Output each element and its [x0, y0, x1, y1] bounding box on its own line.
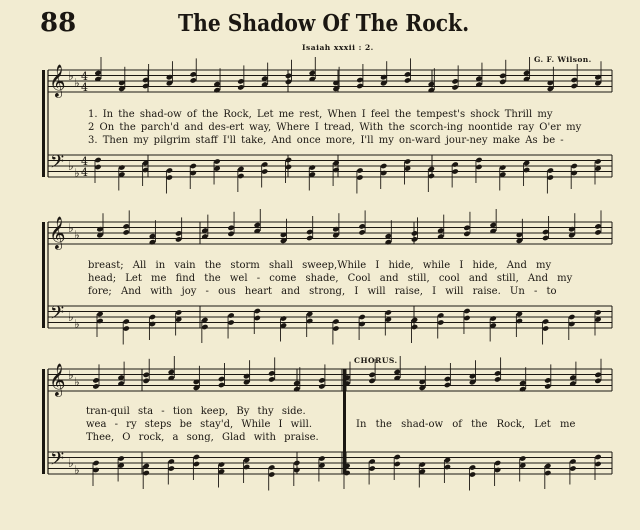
system-brace [42, 222, 45, 328]
time-signature: 4 [81, 81, 88, 94]
lyric-line: breast; All in vain the storm shall sweep,While I hide, while I hide, And my [88, 260, 552, 271]
flat-sign: ♭ [74, 166, 80, 180]
scripture-reference: Isaiah xxxii : 2. [302, 43, 374, 52]
double-bar [343, 369, 346, 474]
composer-credit: G. F. Wilson. [534, 55, 592, 64]
flat-sign: ♭ [68, 310, 74, 324]
bass-clef: 𝄢 [50, 303, 65, 328]
bass-clef: 𝄢 [50, 449, 65, 474]
chorus-lyric-line: In the shad-ow of the Rock, Let me [356, 419, 576, 430]
treble-clef: 𝄞 [49, 363, 66, 396]
time-signature: 4 [81, 166, 88, 179]
treble-clef: 𝄞 [49, 64, 66, 97]
lyric-line: tran-quil sta - tion keep, By thy side. [86, 406, 306, 417]
flat-sign: ♭ [68, 159, 74, 173]
lyric-line: fore; And with joy - ous heart and strong, I will raise, I will raise. Un - to [88, 286, 557, 297]
flat-sign: ♭ [68, 456, 74, 470]
lyric-line: 2 On the parch'd and des-ert way, Where I tread, With the scorch-ing noontide ray O'er my [88, 122, 582, 133]
time-signature: 4 [81, 155, 88, 168]
flat-sign: ♭ [74, 375, 80, 389]
hymn-title: The Shadow Of The Rock. [178, 10, 470, 37]
bass-clef: 𝄢 [50, 152, 65, 177]
treble-clef: 𝄞 [49, 216, 66, 249]
flat-sign: ♭ [68, 368, 74, 382]
lyric-line: Thee, O rock, a song, Glad with praise. [86, 432, 319, 443]
flat-sign: ♭ [74, 76, 80, 90]
flat-sign: ♭ [74, 463, 80, 477]
lyric-line: 3. Then my pilgrim staff I'll take, And once more, I'll my on-ward jour-ney make As be - [88, 135, 564, 146]
page-number: 88 [40, 8, 77, 38]
flat-sign: ♭ [74, 228, 80, 242]
time-signature: 4 [81, 70, 88, 83]
lyric-line: head; Let me find the wel - come shade, Cool and still, cool and still, And my [88, 273, 573, 284]
system-brace [42, 70, 45, 177]
lyric-line: wea - ry steps be stay'd, While I will. [86, 419, 313, 430]
flat-sign: ♭ [74, 317, 80, 331]
chorus-label: CHORUS. [354, 356, 398, 365]
flat-sign: ♭ [68, 221, 74, 235]
flat-sign: ♭ [68, 69, 74, 83]
lyric-line: 1. In the shad-ow of the Rock, Let me rest, When I feel the tempest's shock Thrill my [88, 109, 553, 120]
system-brace [42, 369, 45, 474]
